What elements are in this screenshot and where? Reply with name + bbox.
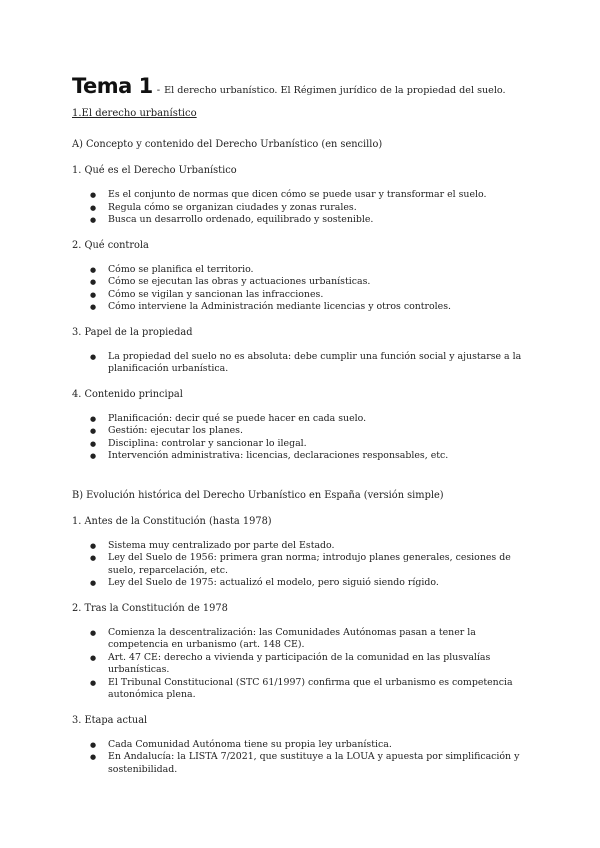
part-b-q2-list (72, 627, 532, 702)
part-b-q3-list (72, 739, 532, 777)
part-a-q1-list (72, 189, 532, 227)
list-item: ● Gestión: ejecutar los planes. (108, 425, 532, 438)
part-b-heading: B) Evolución histórica del Derecho Urbanístico en España (versión simple) (72, 489, 444, 501)
part-a-q4-list (72, 413, 532, 463)
document-body (72, 138, 532, 776)
list-item: ● Cómo interviene la Administración mediante licencias y otros controles. (108, 301, 532, 314)
title-dash: - (156, 85, 161, 96)
tema-subtitle: El derecho urbanístico. El Régimen jurídico de la propiedad del suelo. (164, 85, 506, 96)
list-item: ● Planificación: decir qué se puede hacer en cada suelo. (108, 413, 532, 426)
part-b-q2-heading: 2. Tras la Constitución de 1978 (72, 602, 228, 614)
part-b-q1-list (72, 540, 532, 590)
list-item: ● Cómo se ejecutan las obras y actuaciones urbanísticas. (108, 276, 532, 289)
list-item: ● Disciplina: controlar y sancionar lo ilegal. (108, 438, 532, 451)
tema-title: Tema 1 (72, 74, 153, 98)
list-item: ● Ley del Suelo de 1956: primera gran norma; introdujo planes generales, cesiones de suelo, reparcelación, etc. (108, 552, 532, 577)
list-item: ● Cada Comunidad Autónoma tiene su propia ley urbanística. (108, 739, 532, 752)
list-item: ● En Andalucía: la LISTA 7/2021, que sustituye a la LOUA y apuesta por simplificación y sostenibilidad. (108, 751, 532, 776)
list-item: ● Cómo se planifica el territorio. (108, 264, 532, 277)
list-item: ● Sistema muy centralizado por parte del Estado. (108, 540, 532, 553)
part-a-q2-heading: 2. Qué controla (72, 239, 149, 251)
list-item: ● Comienza la descentralización: las Comunidades Autónomas pasan a tener la competencia en urbanismo (art. 148 CE). (108, 627, 532, 652)
part-a-q3-list (72, 351, 532, 376)
list-item: ● Regula cómo se organizan ciudades y zonas rurales. (108, 202, 532, 215)
list-item: ● El Tribunal Constitucional (STC 61/1997) confirma que el urbanismo es competencia autonómica plena. (108, 677, 532, 702)
part-a-q2-list (72, 264, 532, 314)
part-a-heading: A) Concepto y contenido del Derecho Urbanístico (en sencillo) (72, 139, 383, 150)
part-a-q3-heading: 3. Papel de la propiedad (72, 326, 193, 338)
list-item: ● Busca un desarrollo ordenado, equilibrado y sostenible. (108, 214, 532, 227)
list-item: ● Art. 47 CE: derecho a vivienda y participación de la comunidad en las plusvalías urbanísticas. (108, 652, 532, 677)
part-b-q3-heading: 3. Etapa actual (72, 714, 148, 726)
part-b-q1-heading: 1. Antes de la Constitución (hasta 1978) (72, 515, 272, 527)
part-a-q1-heading: 1. Qué es el Derecho Urbanístico (72, 165, 237, 176)
list-item: ● Cómo se vigilan y sancionan las infracciones. (108, 289, 532, 302)
list-item: ● La propiedad del suelo no es absoluta: debe cumplir una función social y ajustarse a la planificación urbanística. (108, 351, 532, 376)
list-item: ● Es el conjunto de normas que dicen cómo se puede usar y transformar el suelo. (108, 189, 532, 202)
title-line (72, 74, 506, 98)
list-item: ● Intervención administrativa: licencias, declaraciones responsables, etc. (108, 450, 532, 463)
part-a-q4-heading: 4. Contenido principal (72, 388, 183, 400)
section-heading: 1.El derecho urbanístico (72, 108, 197, 119)
list-item: ● Ley del Suelo de 1975: actualizó el modelo, pero siguió siendo rígido. (108, 577, 532, 590)
